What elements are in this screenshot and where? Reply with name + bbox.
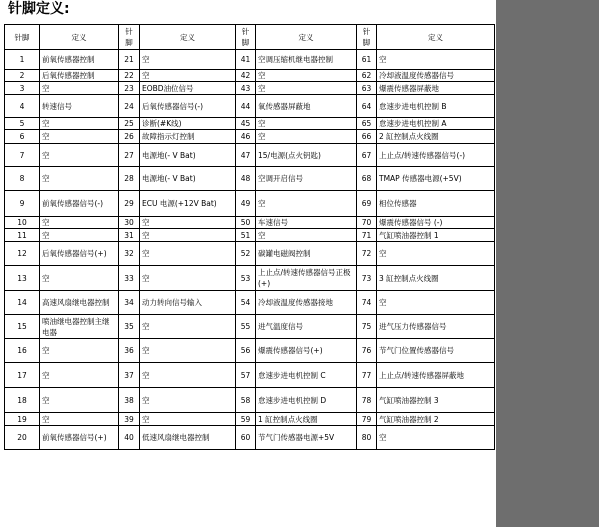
pin-definition: 空 xyxy=(40,82,119,95)
table-row xyxy=(5,217,495,229)
pin-definition: 节气门传感器电源+5V xyxy=(256,426,357,450)
pin-definition: 喷油继电器控制主继电器 xyxy=(40,315,119,339)
pin-number: 39 xyxy=(119,413,140,426)
pin-number: 53 xyxy=(236,266,256,291)
pin-number: 9 xyxy=(5,191,40,217)
pin-number: 78 xyxy=(357,388,377,413)
pin-number: 64 xyxy=(357,95,377,118)
pin-number: 76 xyxy=(357,339,377,363)
pin-number: 40 xyxy=(119,426,140,450)
table-row xyxy=(5,130,495,144)
pin-number: 44 xyxy=(236,95,256,118)
pin-definition: 高速风扇继电器控制 xyxy=(40,291,119,315)
pin-definition: 空 xyxy=(40,339,119,363)
header-pin: 针脚 xyxy=(5,25,40,50)
pin-definition: 空 xyxy=(140,315,236,339)
pin-definition: 空 xyxy=(256,118,357,130)
pin-number: 17 xyxy=(5,363,40,388)
pin-number: 45 xyxy=(236,118,256,130)
pin-definition: 怠速步进电机控制 C xyxy=(256,363,357,388)
pin-number: 60 xyxy=(236,426,256,450)
header-pin: 针 脚 xyxy=(357,25,377,50)
pin-definition: 空 xyxy=(40,266,119,291)
table-body xyxy=(5,50,495,450)
pin-definition: 上止点/转速传感器信号(-) xyxy=(377,144,495,167)
pin-number: 4 xyxy=(5,95,40,118)
pin-number: 31 xyxy=(119,229,140,242)
pin-definition: 冷却液温度传感器信号 xyxy=(377,70,495,82)
pin-definition: 空 xyxy=(140,388,236,413)
pin-definition: 空 xyxy=(40,388,119,413)
pin-definition: 车速信号 xyxy=(256,217,357,229)
pin-definition: 后氧传感器信号(+) xyxy=(40,242,119,266)
pin-number: 3 xyxy=(5,82,40,95)
pin-definition: 空 xyxy=(256,130,357,144)
pin-definition: 空 xyxy=(377,242,495,266)
pin-number: 22 xyxy=(119,70,140,82)
pin-definition: EOBD油位信号 xyxy=(140,82,236,95)
pin-definition: 动力转向信号输入 xyxy=(140,291,236,315)
pin-number: 79 xyxy=(357,413,377,426)
pin-definition: TMAP 传感器电源(+5V) xyxy=(377,167,495,191)
pin-definition: 空 xyxy=(140,339,236,363)
table-row xyxy=(5,291,495,315)
pin-definition: 空 xyxy=(256,82,357,95)
pin-definition: 怠速步进电机控制 A xyxy=(377,118,495,130)
pin-definition: 进气压力传感器信号 xyxy=(377,315,495,339)
pin-definition: 气缸喷油器控制 2 xyxy=(377,413,495,426)
header-row xyxy=(5,25,495,50)
pin-number: 21 xyxy=(119,50,140,70)
pin-number: 34 xyxy=(119,291,140,315)
pin-number: 72 xyxy=(357,242,377,266)
pin-definition: 前氧传感器信号(-) xyxy=(40,191,119,217)
pin-definition: 爆震传感器信号 (-) xyxy=(377,217,495,229)
pin-number: 36 xyxy=(119,339,140,363)
pin-definition: 空 xyxy=(256,70,357,82)
pin-number: 35 xyxy=(119,315,140,339)
pin-definition: 诊断(#K线) xyxy=(140,118,236,130)
pin-number: 38 xyxy=(119,388,140,413)
pin-definition: 上止点/转速传感器屏蔽地 xyxy=(377,363,495,388)
table-row xyxy=(5,229,495,242)
pin-definition: 空 xyxy=(377,291,495,315)
pin-number: 11 xyxy=(5,229,40,242)
pin-number: 47 xyxy=(236,144,256,167)
pin-number: 51 xyxy=(236,229,256,242)
pin-definition: 空 xyxy=(140,266,236,291)
pin-definition: 空 xyxy=(377,50,495,70)
pin-number: 71 xyxy=(357,229,377,242)
pin-definition: 空 xyxy=(256,229,357,242)
pin-number: 68 xyxy=(357,167,377,191)
pin-number: 52 xyxy=(236,242,256,266)
pin-number: 7 xyxy=(5,144,40,167)
pin-definition: 节气门位置传感器信号 xyxy=(377,339,495,363)
pin-definition: 空 xyxy=(40,229,119,242)
pin-number: 58 xyxy=(236,388,256,413)
page-title: 针脚定义: xyxy=(8,1,70,17)
pin-number: 65 xyxy=(357,118,377,130)
pin-definition: 后氧传感器控制 xyxy=(40,70,119,82)
pin-number: 10 xyxy=(5,217,40,229)
pin-definition: 转速信号 xyxy=(40,95,119,118)
pin-number: 19 xyxy=(5,413,40,426)
pin-definition: 上止点/转速传感器信号正极 (+) xyxy=(256,266,357,291)
pin-definition: 空 xyxy=(40,167,119,191)
pin-number: 13 xyxy=(5,266,40,291)
pin-definition: 冷却液温度传感器接地 xyxy=(256,291,357,315)
header-pin: 针 脚 xyxy=(236,25,256,50)
pin-number: 67 xyxy=(357,144,377,167)
table-row xyxy=(5,50,495,70)
pin-number: 74 xyxy=(357,291,377,315)
pin-number: 48 xyxy=(236,167,256,191)
pin-definition: 空 xyxy=(40,413,119,426)
pin-definition: 空 xyxy=(140,229,236,242)
pin-definition: 空 xyxy=(40,363,119,388)
pin-definition: 空 xyxy=(40,130,119,144)
pin-number: 57 xyxy=(236,363,256,388)
pin-definition-table xyxy=(4,24,495,450)
table-row xyxy=(5,266,495,291)
pin-number: 73 xyxy=(357,266,377,291)
table-row xyxy=(5,315,495,339)
pin-number: 30 xyxy=(119,217,140,229)
table-row xyxy=(5,242,495,266)
pin-definition: 气缸喷油器控制 1 xyxy=(377,229,495,242)
pin-definition: 氧传感器屏蔽地 xyxy=(256,95,357,118)
pin-number: 80 xyxy=(357,426,377,450)
pin-definition: 空 xyxy=(140,363,236,388)
pin-number: 14 xyxy=(5,291,40,315)
pin-definition: 空 xyxy=(140,70,236,82)
pin-definition: 空 xyxy=(256,191,357,217)
header-definition: 定义 xyxy=(40,25,119,50)
pin-number: 2 xyxy=(5,70,40,82)
pin-number: 16 xyxy=(5,339,40,363)
pin-number: 59 xyxy=(236,413,256,426)
table-row xyxy=(5,191,495,217)
gray-side-panel xyxy=(496,0,599,527)
pin-definition: 怠速步进电机控制 D xyxy=(256,388,357,413)
pin-number: 1 xyxy=(5,50,40,70)
pin-definition: 气缸喷油器控制 3 xyxy=(377,388,495,413)
pin-definition: 电源地(- V Bat) xyxy=(140,144,236,167)
pin-definition: 空 xyxy=(140,217,236,229)
header-definition: 定义 xyxy=(140,25,236,50)
pin-definition: 电源地(- V Bat) xyxy=(140,167,236,191)
table-row xyxy=(5,339,495,363)
pin-number: 6 xyxy=(5,130,40,144)
table-row xyxy=(5,426,495,450)
pin-definition: 空 xyxy=(40,144,119,167)
pin-definition: 碳罐电磁阀控制 xyxy=(256,242,357,266)
pin-number: 50 xyxy=(236,217,256,229)
pin-definition: 3 缸控制点火线圈 xyxy=(377,266,495,291)
pin-number: 28 xyxy=(119,167,140,191)
pin-number: 24 xyxy=(119,95,140,118)
pin-definition: 空 xyxy=(140,413,236,426)
pin-definition: 前氧传感器信号(+) xyxy=(40,426,119,450)
header-definition: 定义 xyxy=(256,25,357,50)
header-pin: 针 脚 xyxy=(119,25,140,50)
pin-number: 70 xyxy=(357,217,377,229)
pin-number: 41 xyxy=(236,50,256,70)
pin-number: 77 xyxy=(357,363,377,388)
table-row xyxy=(5,167,495,191)
table-row xyxy=(5,95,495,118)
pin-number: 54 xyxy=(236,291,256,315)
pin-number: 55 xyxy=(236,315,256,339)
pin-number: 56 xyxy=(236,339,256,363)
table-row xyxy=(5,82,495,95)
pin-definition: 爆震传感器信号(+) xyxy=(256,339,357,363)
pin-number: 66 xyxy=(357,130,377,144)
pin-number: 75 xyxy=(357,315,377,339)
pin-definition: 空 xyxy=(40,217,119,229)
pin-definition: 低速风扇继电器控制 xyxy=(140,426,236,450)
pin-definition: 相位传感器 xyxy=(377,191,495,217)
pin-number: 42 xyxy=(236,70,256,82)
pin-definition: 前氧传感器控制 xyxy=(40,50,119,70)
pin-definition: 空调压缩机继电器控制 xyxy=(256,50,357,70)
pin-number: 37 xyxy=(119,363,140,388)
pin-definition: 进气温度信号 xyxy=(256,315,357,339)
pin-definition: ECU 电源(+12V Bat) xyxy=(140,191,236,217)
table-row xyxy=(5,70,495,82)
header-definition: 定义 xyxy=(377,25,495,50)
pin-number: 43 xyxy=(236,82,256,95)
pin-number: 15 xyxy=(5,315,40,339)
pin-definition: 空 xyxy=(40,118,119,130)
pin-definition: 怠速步进电机控制 B xyxy=(377,95,495,118)
pin-number: 46 xyxy=(236,130,256,144)
pin-number: 32 xyxy=(119,242,140,266)
pin-definition: 1 缸控制点火线圈 xyxy=(256,413,357,426)
pin-number: 33 xyxy=(119,266,140,291)
pin-number: 61 xyxy=(357,50,377,70)
pin-number: 49 xyxy=(236,191,256,217)
pin-number: 8 xyxy=(5,167,40,191)
pin-definition: 空 xyxy=(377,426,495,450)
pin-definition: 2 缸控制点火线圈 xyxy=(377,130,495,144)
pin-number: 23 xyxy=(119,82,140,95)
pin-number: 12 xyxy=(5,242,40,266)
pin-number: 29 xyxy=(119,191,140,217)
pin-number: 25 xyxy=(119,118,140,130)
pin-number: 62 xyxy=(357,70,377,82)
table-row xyxy=(5,413,495,426)
pin-definition: 爆震传感器屏蔽地 xyxy=(377,82,495,95)
table-row xyxy=(5,118,495,130)
table-row xyxy=(5,388,495,413)
pin-number: 63 xyxy=(357,82,377,95)
pin-number: 20 xyxy=(5,426,40,450)
pin-definition: 15/电源(点火钥匙) xyxy=(256,144,357,167)
pin-number: 5 xyxy=(5,118,40,130)
pin-number: 26 xyxy=(119,130,140,144)
table-row xyxy=(5,144,495,167)
pin-definition: 空 xyxy=(140,50,236,70)
pin-number: 18 xyxy=(5,388,40,413)
pin-number: 27 xyxy=(119,144,140,167)
pin-number: 69 xyxy=(357,191,377,217)
pin-definition: 后氧传感器信号(-) xyxy=(140,95,236,118)
table-row xyxy=(5,363,495,388)
pin-definition: 空调开启信号 xyxy=(256,167,357,191)
pin-definition: 空 xyxy=(140,242,236,266)
pin-definition: 故障指示灯控制 xyxy=(140,130,236,144)
